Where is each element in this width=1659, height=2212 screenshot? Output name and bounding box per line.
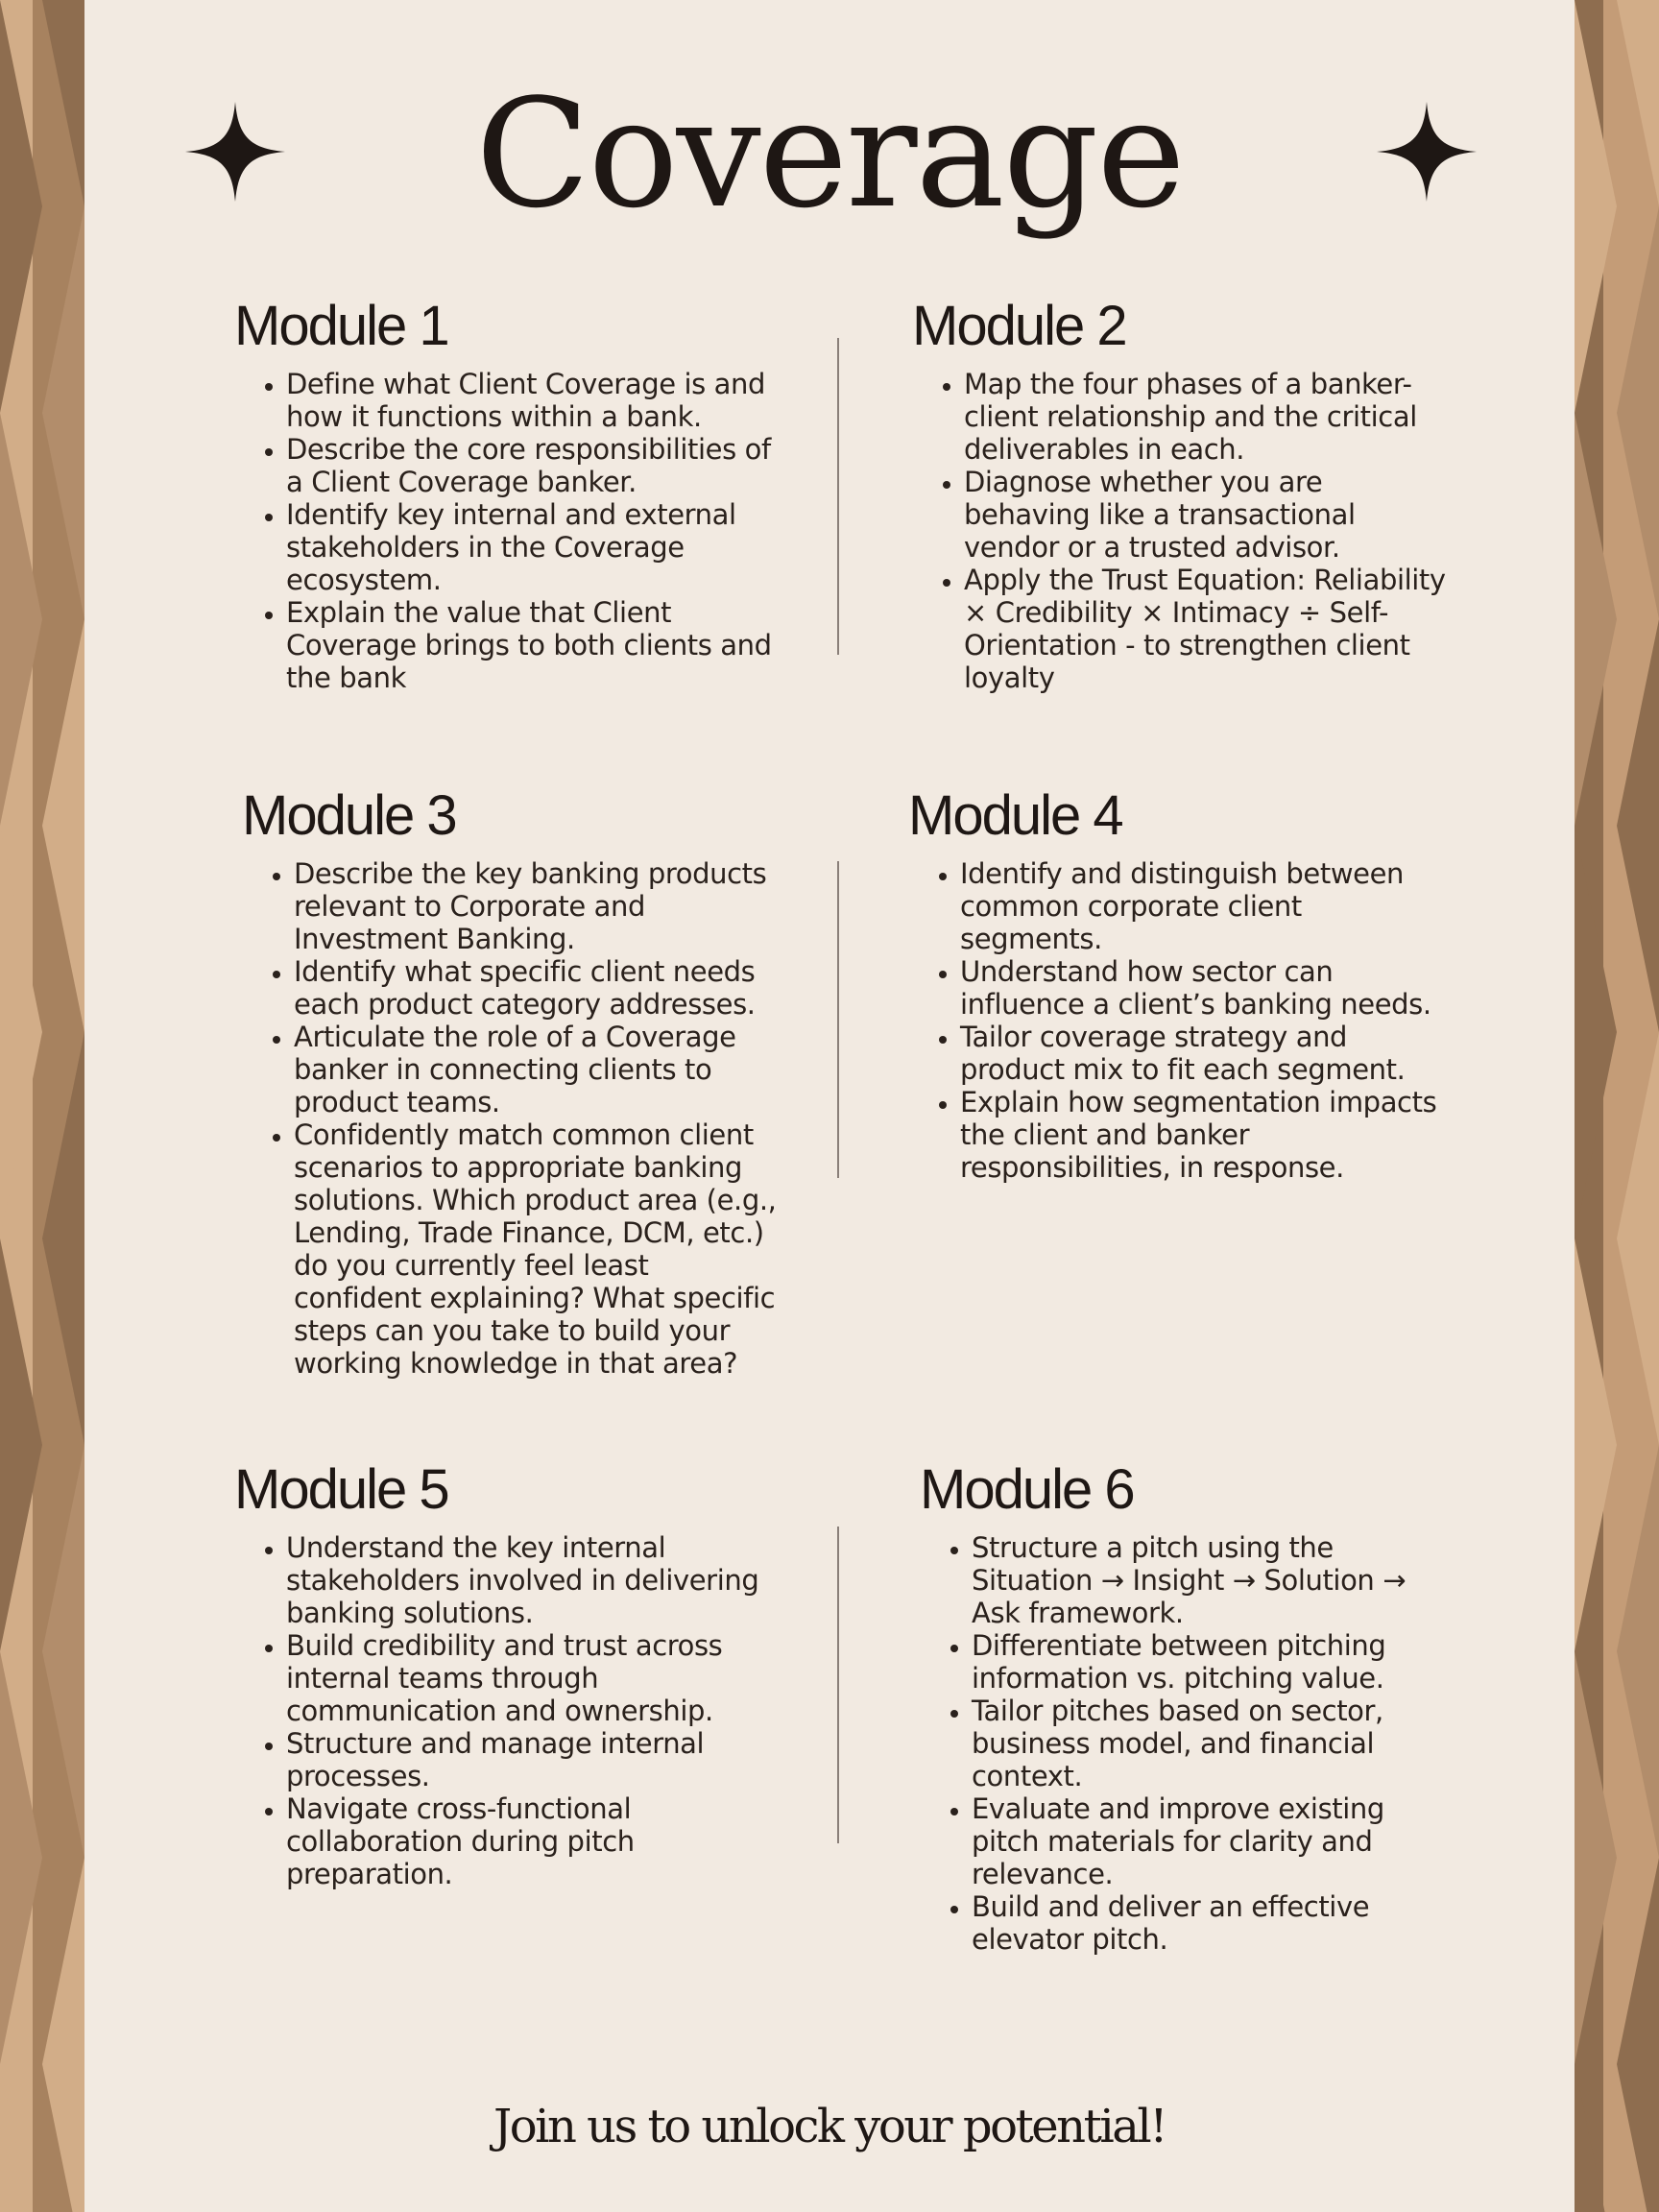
module-objectives-list xyxy=(908,857,1446,1184)
module-heading: Module 1 xyxy=(234,295,448,357)
list-item: • Map the four phases of a banker-client relationship and the critical deliverables in each. xyxy=(964,368,1450,466)
module-4 xyxy=(908,782,1446,1184)
module-2 xyxy=(912,293,1450,694)
list-item: • Diagnose whether you are behaving like a transactional vendor or a trusted advisor. xyxy=(964,466,1450,564)
left-decorative-border xyxy=(0,0,84,2212)
list-item: • Explain the value that Client Coverage brings to both clients and the bank xyxy=(286,596,772,694)
page-title: Coverage xyxy=(475,66,1184,241)
list-item: • Identify key internal and external stakeholders in the Coverage ecosystem. xyxy=(286,498,772,596)
module-objectives-list xyxy=(912,368,1450,694)
module-5 xyxy=(234,1456,772,1890)
list-item: • Define what Client Coverage is and how it functions within a bank. xyxy=(286,368,772,433)
list-item: • Tailor pitches based on sector, business model, and financial context. xyxy=(972,1695,1457,1792)
module-heading: Module 5 xyxy=(234,1458,448,1521)
module-3 xyxy=(242,782,780,1380)
list-item: • Understand the key internal stakeholders involved in delivering banking solutions. xyxy=(286,1531,772,1629)
module-heading: Module 4 xyxy=(908,784,1122,847)
diamond-pattern-right xyxy=(1575,0,1659,2212)
list-item: • Structure a pitch using the Situation → Insight → Solution → Ask framework. xyxy=(972,1531,1457,1629)
call-to-action-tagline: Join us to unlock your potential! xyxy=(493,2100,1166,2153)
column-divider xyxy=(837,861,839,1178)
list-item: • Apply the Trust Equation: Reliability × Credibility × Intimacy ÷ Self-Orientation - to strengthen client loyalty xyxy=(964,564,1450,694)
list-item: • Articulate the role of a Coverage banker in connecting clients to product teams. xyxy=(294,1021,780,1118)
module-objectives-list xyxy=(234,1531,772,1890)
module-1 xyxy=(234,293,772,694)
list-item: • Structure and manage internal processes. xyxy=(286,1727,772,1792)
module-heading: Module 3 xyxy=(242,784,456,847)
list-item: • Tailor coverage strategy and product mix to fit each segment. xyxy=(960,1021,1446,1086)
right-decorative-border xyxy=(1575,0,1659,2212)
list-item: • Build credibility and trust across internal teams through communication and ownership. xyxy=(286,1629,772,1727)
sparkle-star-icon xyxy=(1377,102,1477,202)
list-item: • Navigate cross-functional collaboration during pitch preparation. xyxy=(286,1792,772,1890)
sparkle-star-icon xyxy=(185,102,285,202)
list-item: • Understand how sector can influence a client’s banking needs. xyxy=(960,955,1446,1021)
list-item: • Describe the key banking products relevant to Corporate and Investment Banking. xyxy=(294,857,780,955)
module-objectives-list xyxy=(920,1531,1457,1956)
column-divider xyxy=(837,338,839,655)
module-heading: Module 6 xyxy=(920,1458,1134,1521)
list-item: • Identify and distinguish between common corporate client segments. xyxy=(960,857,1446,955)
module-objectives-list xyxy=(234,368,772,694)
list-item: • Evaluate and improve existing pitch materials for clarity and relevance. xyxy=(972,1792,1457,1890)
module-heading: Module 2 xyxy=(912,295,1126,357)
list-item: • Explain how segmentation impacts the client and banker responsibilities, in response. xyxy=(960,1086,1446,1184)
list-item: • Confidently match common client scenarios to appropriate banking solutions. Which product area (e.g., Lending, Trade Finance, DCM, etc.) do you currently feel least confident explaining? What specific steps can you take to build your working knowledge in that area? xyxy=(294,1118,780,1380)
list-item: • Describe the core responsibilities of a Client Coverage banker. xyxy=(286,433,772,498)
column-divider xyxy=(837,1527,839,1843)
list-item: • Build and deliver an effective elevator pitch. xyxy=(972,1890,1457,1956)
list-item: • Differentiate between pitching information vs. pitching value. xyxy=(972,1629,1457,1695)
module-6 xyxy=(920,1456,1457,1956)
diamond-pattern-left xyxy=(0,0,84,2212)
list-item: • Identify what specific client needs each product category addresses. xyxy=(294,955,780,1021)
module-objectives-list xyxy=(242,857,780,1380)
